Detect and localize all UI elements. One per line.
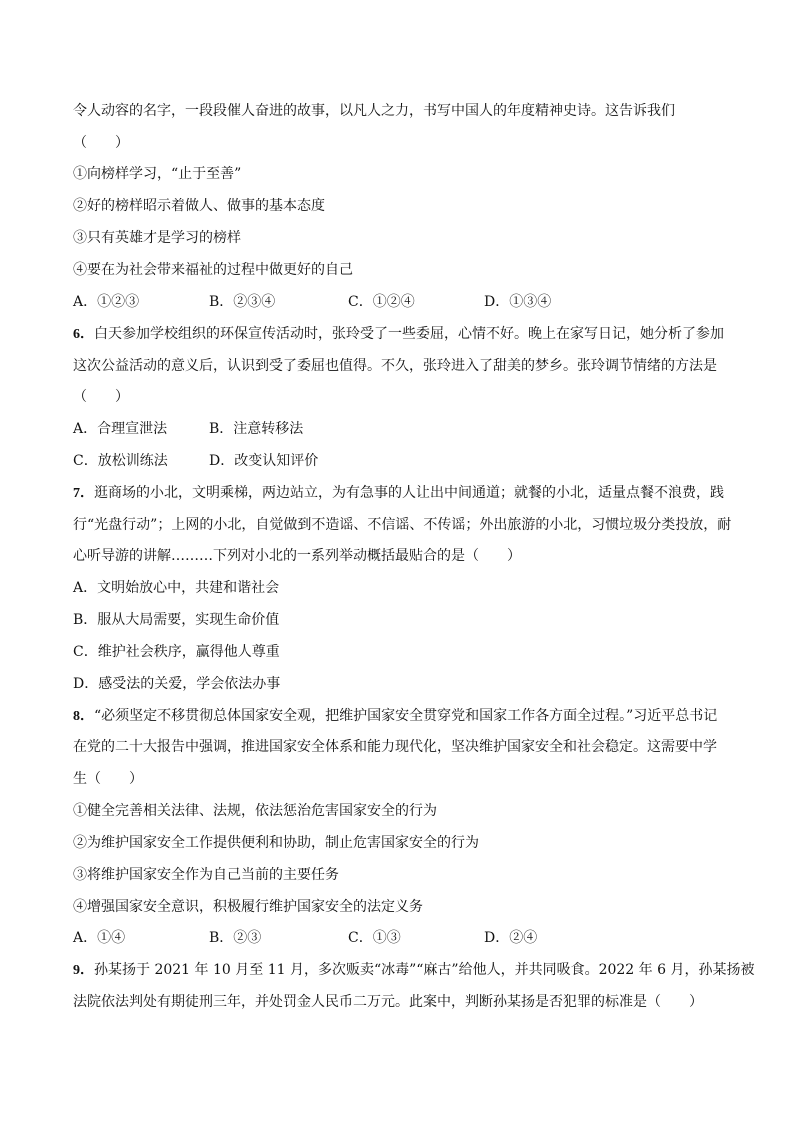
q5-option-d[interactable]: D．①③④ (484, 294, 552, 310)
q5-stem-line: 令人动容的名字，一段段催人奋进的故事，以凡人之力，书写中国人的年度精神史诗。这告诉我们 (73, 103, 675, 119)
q5-option-c[interactable]: C．①②④ (348, 294, 415, 310)
q5-item-2: ②好的榜样昭示着做人、做事的基本态度 (73, 198, 325, 214)
q8-stem-line-2: 在党的二十大报告中强调，推进国家安全体系和能力现代化，坚决维护国家安全和社会稳定。这需要中学 (73, 739, 717, 755)
q9-number: 9． (73, 963, 94, 978)
q8-stem-line-1: 8．“必须坚定不移贯彻总体国家安全观，把维护国家安全贯穿党和国家工作各方面全过程。”习近平总书记 (73, 708, 718, 724)
q8-option-c[interactable]: C．①③ (348, 930, 401, 946)
q5-item-1: ①向榜样学习，“止于至善” (73, 166, 242, 182)
q8-option-a[interactable]: A．①④ (73, 930, 126, 946)
q9-stem-line-1: 9．孙某扬于 2021 年 10 月至 11 月，多次贩卖“冰毒”“麻古”给他人，并共同吸食。2022 年 6 月，孙某扬被 (73, 962, 755, 978)
q5-option-a[interactable]: A．①②③ (73, 294, 140, 310)
q6-option-c[interactable]: C．放松训练法 (73, 453, 168, 469)
q8-stem-line-3: 生（ ） (73, 771, 143, 787)
q8-item-3: ③将维护国家安全作为自己当前的主要任务 (73, 867, 339, 883)
q7-option-c[interactable]: C．维护社会秩序，赢得他人尊重 (73, 644, 280, 660)
q8-item-2: ②为维护国家安全工作提供便利和协助，制止危害国家安全的行为 (73, 835, 479, 851)
q6-option-b[interactable]: B．注意转移法 (209, 421, 304, 437)
q8-number: 8． (73, 709, 94, 724)
q7-number: 7． (73, 486, 94, 501)
q6-number: 6． (73, 327, 94, 342)
q8-item-4: ④增强国家安全意识，积极履行维护国家安全的法定义务 (73, 899, 423, 915)
q9-stem-line-2: 法院依法判处有期徒刑三年，并处罚金人民币二万元。此案中，判断孙某扬是否犯罪的标准是（ ） (73, 994, 703, 1010)
q6-answer-paren: （ ） (73, 389, 129, 405)
q7-option-d[interactable]: D．感受法的关爱，学会依法办事 (73, 676, 281, 692)
q7-stem-line-3: 心听导游的讲解………下列对小北的一系列举动概括最贴合的是（ ） (73, 548, 521, 564)
q7-option-b[interactable]: B．服从大局需要，实现生命价值 (73, 612, 280, 628)
q5-item-3: ③只有英雄才是学习的榜样 (73, 230, 241, 246)
q5-answer-paren: （ ） (73, 135, 129, 151)
q8-item-1: ①健全完善相关法律、法规，依法惩治危害国家安全的行为 (73, 803, 437, 819)
q6-option-d[interactable]: D．改变认知评价 (209, 453, 319, 469)
q6-stem-line-2: 这次公益活动的意义后，认识到受了委屈也值得。不久，张玲进入了甜美的梦乡。张玲调节情绪的方法是 (73, 358, 717, 374)
q6-stem-line-1: 6．白天参加学校组织的环保宣传活动时，张玲受了一些委屈，心情不好。晚上在家写日记，她分析了参加 (73, 326, 724, 342)
q8-option-b[interactable]: B．②③ (209, 930, 262, 946)
q7-stem-line-1: 7．逛商场的小北，文明乘梯，两边站立，为有急事的人让出中间通道；就餐的小北，适量点餐不浪费，践 (73, 485, 724, 501)
q7-stem-line-2: 行“光盘行动”；上网的小北，自觉做到不造谣、不信谣、不传谣；外出旅游的小北，习惯垃圾分类投放，耐 (73, 517, 732, 533)
q7-option-a[interactable]: A．文明始放心中，共建和谐社会 (73, 580, 280, 596)
q8-option-d[interactable]: D．②④ (484, 930, 538, 946)
q5-item-4: ④要在为社会带来福祉的过程中做更好的自己 (73, 262, 353, 278)
q6-option-a[interactable]: A．合理宣泄法 (73, 421, 168, 437)
q5-option-b[interactable]: B．②③④ (209, 294, 276, 310)
